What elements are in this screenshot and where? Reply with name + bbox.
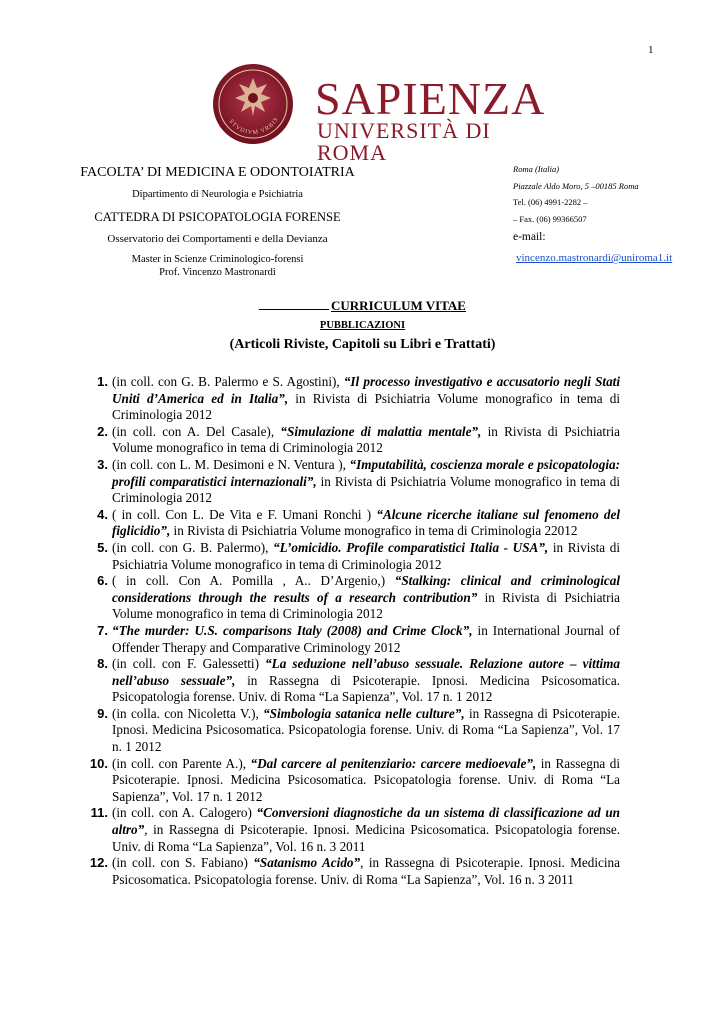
publication-source: in Rivista di Psichiatria Volume monografico in tema di Criminologia 2012 bbox=[112, 423, 620, 456]
publication-item bbox=[97, 573, 620, 623]
contact-email-label: e-mail: bbox=[513, 231, 546, 243]
publication-title: “Conversioni diagnostiche da un sistema di classificazione ad un altro” bbox=[112, 805, 620, 838]
chair-name: CATTEDRA DI PSICOPATOLOGIA FORENSE bbox=[94, 210, 341, 224]
publication-item bbox=[97, 374, 620, 424]
contact-fax: – Fax. (06) 99366507 bbox=[513, 214, 587, 224]
publication-authors: (in coll. con Parente A.), bbox=[112, 755, 251, 771]
publication-source: in Rivista di Psichiatria Volume monografico in tema di Criminologia 2012 bbox=[112, 473, 620, 506]
logo-subtitle: UNIVERSITÀ DI ROMA bbox=[317, 118, 491, 165]
publication-number: 6. bbox=[97, 573, 108, 589]
publication-title: “Imputabilità, coscienza morale e psicopatologia: profili comparatistici internazionali”, bbox=[112, 456, 620, 489]
contact-city: Roma (Italia) bbox=[513, 164, 560, 174]
publication-source: in Rassegna di Psicoterapie. Ipnosi. Medicina Psicosomatica. Psicopatologia forense. Univ. di Roma “La Sapienza”, Vol. 17 n. 1 2012 bbox=[112, 705, 620, 755]
faculty-name: FACOLTA’ DI MEDICINA E ODONTOIATRIA bbox=[80, 165, 355, 180]
publication-title: “Stalking: clinical and criminological considerations through the results of a research contribution” bbox=[112, 573, 620, 605]
publication-authors: ( in coll. Con L. De Vita e F. Umani Ronchi ) bbox=[112, 506, 377, 522]
publication-title: “La seduzione nell’abuso sessuale. Relazione autore – vittima nell’abuso sessuale”, bbox=[112, 656, 620, 688]
publication-number: 8. bbox=[97, 656, 108, 672]
page-number: 1 bbox=[648, 44, 654, 56]
publication-authors: (in coll. con L. M. Desimoni e N. Ventura ), bbox=[112, 456, 350, 472]
publication-title: “Satanismo Acido” bbox=[253, 855, 361, 871]
publication-source: , in Rassegna di Psicoterapie. Ipnosi. Medicina Psicosomatica. Psicopatologia forense. Univ. di Roma “La Sapienza”, Vol. 16 n. 3 2011 bbox=[112, 822, 620, 854]
contact-address: Piazzale Aldo Moro, 5 –00185 Roma bbox=[513, 181, 639, 191]
cv-title: CURRICULUM VITAE bbox=[210, 298, 515, 314]
publication-item bbox=[97, 705, 620, 756]
observatory-name: Osservatorio dei Comportamenti e della Devianza bbox=[107, 233, 328, 245]
department-name: Dipartimento di Neurologia e Psichiatria bbox=[132, 189, 303, 200]
publication-number: 7. bbox=[97, 622, 108, 638]
publication-authors: (in coll. con A. Del Casale), bbox=[112, 423, 281, 439]
publication-source: in International Journal of Offender Therapy and Comparative Criminology 2012 bbox=[112, 622, 620, 655]
publication-authors: (in coll. con S. Fabiano) bbox=[112, 855, 254, 871]
publication-authors: (in coll. con G. B. Palermo), bbox=[112, 539, 274, 555]
publication-title: “The murder: U.S. comparisons Italy (2008) and Crime Clock”, bbox=[112, 622, 473, 638]
publication-item bbox=[97, 622, 620, 656]
publication-title: “Simulazione di malattia mentale”, bbox=[280, 423, 482, 439]
publication-number: 5. bbox=[97, 539, 108, 555]
contact-email-link[interactable]: vincenzo.mastronardi@uniroma1.it bbox=[516, 252, 673, 264]
publication-item bbox=[89, 855, 620, 888]
publication-item bbox=[89, 755, 621, 806]
publication-source: , in Rassegna di Psicoterapie. Ipnosi. Medicina Psicosomatica. Psicopatologia forense. Univ. di Roma “La Sapienza”, Vol. 16 n. 3 2011 bbox=[112, 855, 620, 887]
publication-authors: ( in coll. Con A. Pomilla , A.. D’Argenio,) bbox=[112, 573, 395, 589]
publication-source: in Rivista di Psichiatria Volume monografico in tema di Criminologia 2012 bbox=[112, 390, 620, 423]
publication-title: “Il processo investigativo e accusatorio negli Stati Uniti d’America ed in Italia”, bbox=[112, 374, 620, 406]
publication-number: 2. bbox=[97, 423, 108, 439]
publication-title: “Dal carcere al penitenziario: carcere medioevale”, bbox=[250, 755, 537, 771]
publication-authors: (in coll. con G. B. Palermo e S. Agostini), bbox=[112, 374, 344, 389]
svg-text:STVDIVM VRBIS: STVDIVM VRBIS bbox=[227, 116, 281, 137]
university-logo bbox=[205, 62, 546, 165]
publication-item bbox=[97, 423, 620, 457]
publication-title: “Alcune ricerche italiane sul fenomeno del figlicidio”, bbox=[112, 506, 620, 539]
publication-item bbox=[97, 456, 620, 507]
publication-title: “L’omicidio. Profile comparatistici Italia - USA”, bbox=[273, 539, 549, 555]
publication-authors: (in coll. con F. Galessetti) bbox=[112, 656, 266, 672]
master-name: Master in Scienze Criminologico-forensi bbox=[131, 254, 304, 265]
publication-number: 10. bbox=[89, 755, 108, 771]
university-seal-icon bbox=[211, 62, 295, 146]
publication-source: in Rassegna di Psicoterapie. Ipnosi. Medicina Psicosomatica. Psicopatologia forense. Univ. di Roma “La Sapienza”, Vol. 17 n. 1 2012 bbox=[112, 672, 620, 705]
publication-item bbox=[97, 656, 620, 706]
section-title: PUBBLICAZIONI bbox=[319, 320, 406, 331]
publication-title: “Simbologia satanica nelle culture”, bbox=[263, 705, 465, 721]
publication-source: in Rassegna di Psicoterapie. Ipnosi. Medicina Psicosomatica. Psicopatologia forense. Univ. di Roma “La Sapienza”, Vol. 17 n. 1 2012 bbox=[112, 755, 621, 804]
publication-number: 3. bbox=[97, 456, 108, 472]
publication-authors: (in coll. con A. Calogero) bbox=[112, 805, 257, 821]
publication-source: in Rivista di Psichiatria Volume monografico in tema di Criminologia 2012 bbox=[112, 589, 620, 622]
contact-tel: Tel. (06) 4991-2282 – bbox=[513, 197, 588, 207]
professor-name: Prof. Vincenzo Mastronardi bbox=[159, 267, 276, 278]
publication-source: in Rivista di Psichiatria Volume monografico in tema di Criminologia 2012 bbox=[112, 539, 620, 572]
publication-item bbox=[97, 506, 620, 540]
publication-number: 12. bbox=[89, 855, 108, 871]
publication-source: in Rivista di Psichiatria Volume monografico in tema di Criminologia 22012 bbox=[170, 523, 578, 539]
publication-item bbox=[90, 805, 620, 855]
publication-authors: (in colla. con Nicoletta V.), bbox=[112, 705, 264, 721]
section-subtitle: (Articoli Riviste, Capitoli su Libri e Trattati) bbox=[229, 337, 496, 352]
logo-wordmark: SAPIENZA bbox=[315, 73, 546, 124]
publication-number: 11. bbox=[90, 805, 108, 821]
publication-number: 1. bbox=[97, 374, 108, 389]
publication-item bbox=[97, 539, 620, 573]
publication-number: 9. bbox=[97, 705, 108, 721]
publication-number: 4. bbox=[97, 506, 108, 522]
publication-list bbox=[89, 374, 621, 888]
